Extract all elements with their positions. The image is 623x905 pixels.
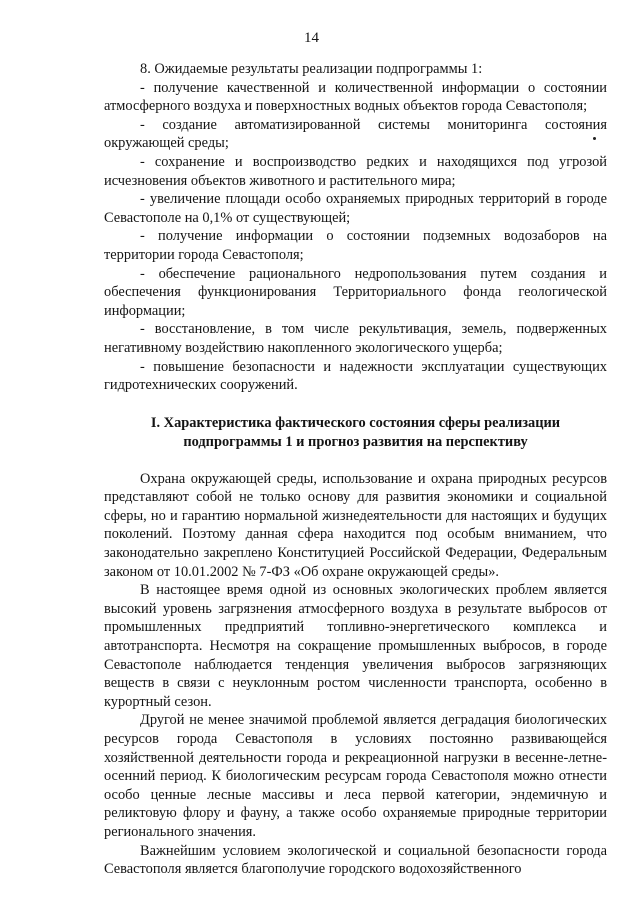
expected-results-block: [104, 60, 607, 395]
section-title: [104, 414, 607, 452]
document-body: [104, 60, 607, 879]
body-paragraph: Важнейшим условием экологической и социальной безопасности города Севастополя является благополучие городского водохозяйственного: [104, 842, 607, 878]
section-title-line: подпрограммы 1 и прогноз развития на перспективу: [183, 433, 528, 450]
expected-results-heading: 8. Ожидаемые результаты реализации подпрограммы 1:: [140, 61, 483, 77]
body-paragraph: Другой не менее значимой проблемой является деградация биологических ресурсов города Севастополя в условиях постоянно развивающейся хозяйственной деятельности города и рекреационной нагрузки в весенне-летне-осенний период. К биологическим ресурсам города Севастополя можно отнести особо ценные лесные массивы и леса первой категории, эндемичную и реликтовую флору и фауну, а также особо охраняемые природные территории регионального значения.: [104, 712, 607, 840]
section-body: [104, 470, 607, 879]
result-item: - получение информации о состоянии подземных водозаборов на территории города Севастополя;: [104, 228, 607, 263]
result-item: - повышение безопасности и надежности эксплуатации существующих гидротехнических сооружений.: [104, 358, 607, 394]
result-item: - увеличение площади особо охраняемых природных территорий в городе Севастополе на 0,1% от существующей;: [104, 191, 607, 226]
result-item: - восстановление, в том числе рекультивация, земель, подверженных негативному воздействию накопленного экологического ущерба;: [104, 321, 607, 356]
page-number: 14: [304, 30, 319, 46]
result-item: - обеспечение рационального недропользования путем создания и обеспечения функционирования Территориального фонда геологической информации;: [104, 265, 607, 319]
section-title-line: I. Характеристика фактического состояния сферы реализации: [150, 414, 561, 431]
body-paragraph: В настоящее время одной из основных экологических проблем является высокий уровень загрязнения атмосферного воздуха в результате выбросов от промышленных предприятий топливно-энергетического комплекса и автотранспорта. Несмотря на сокращение промышленных выбросов, в городе Севастополе наблюдается тенденция увеличения выбросов загрязняющих веществ в связи с неуклонным ростом численности транспорта, особенно в курортный сезон.: [104, 582, 607, 710]
result-item: - создание автоматизированной системы мониторинга состояния окружающей среды;: [104, 116, 607, 152]
body-paragraph: Охрана окружающей среды, использование и охрана природных ресурсов представляют собой не только основу для развития экономики и социальной сферы, но и гарантию нормальной жизнедеятельности для настоящих и будущих поколений. Поэтому данная сфера находится под особым вниманием, что законодательно закреплено Конституцией Российской Федерации, Федеральным законом от 10.01.2002 № 7-ФЗ «Об охране окружающей среды».: [104, 470, 607, 580]
result-item: - получение качественной и количественной информации о состоянии атмосферного воздуха и поверхностных водных объектов города Севастополя;: [104, 79, 607, 115]
result-item: - сохранение и воспроизводство редких и находящихся под угрозой исчезновения объектов животного и растительного мира;: [104, 153, 607, 189]
